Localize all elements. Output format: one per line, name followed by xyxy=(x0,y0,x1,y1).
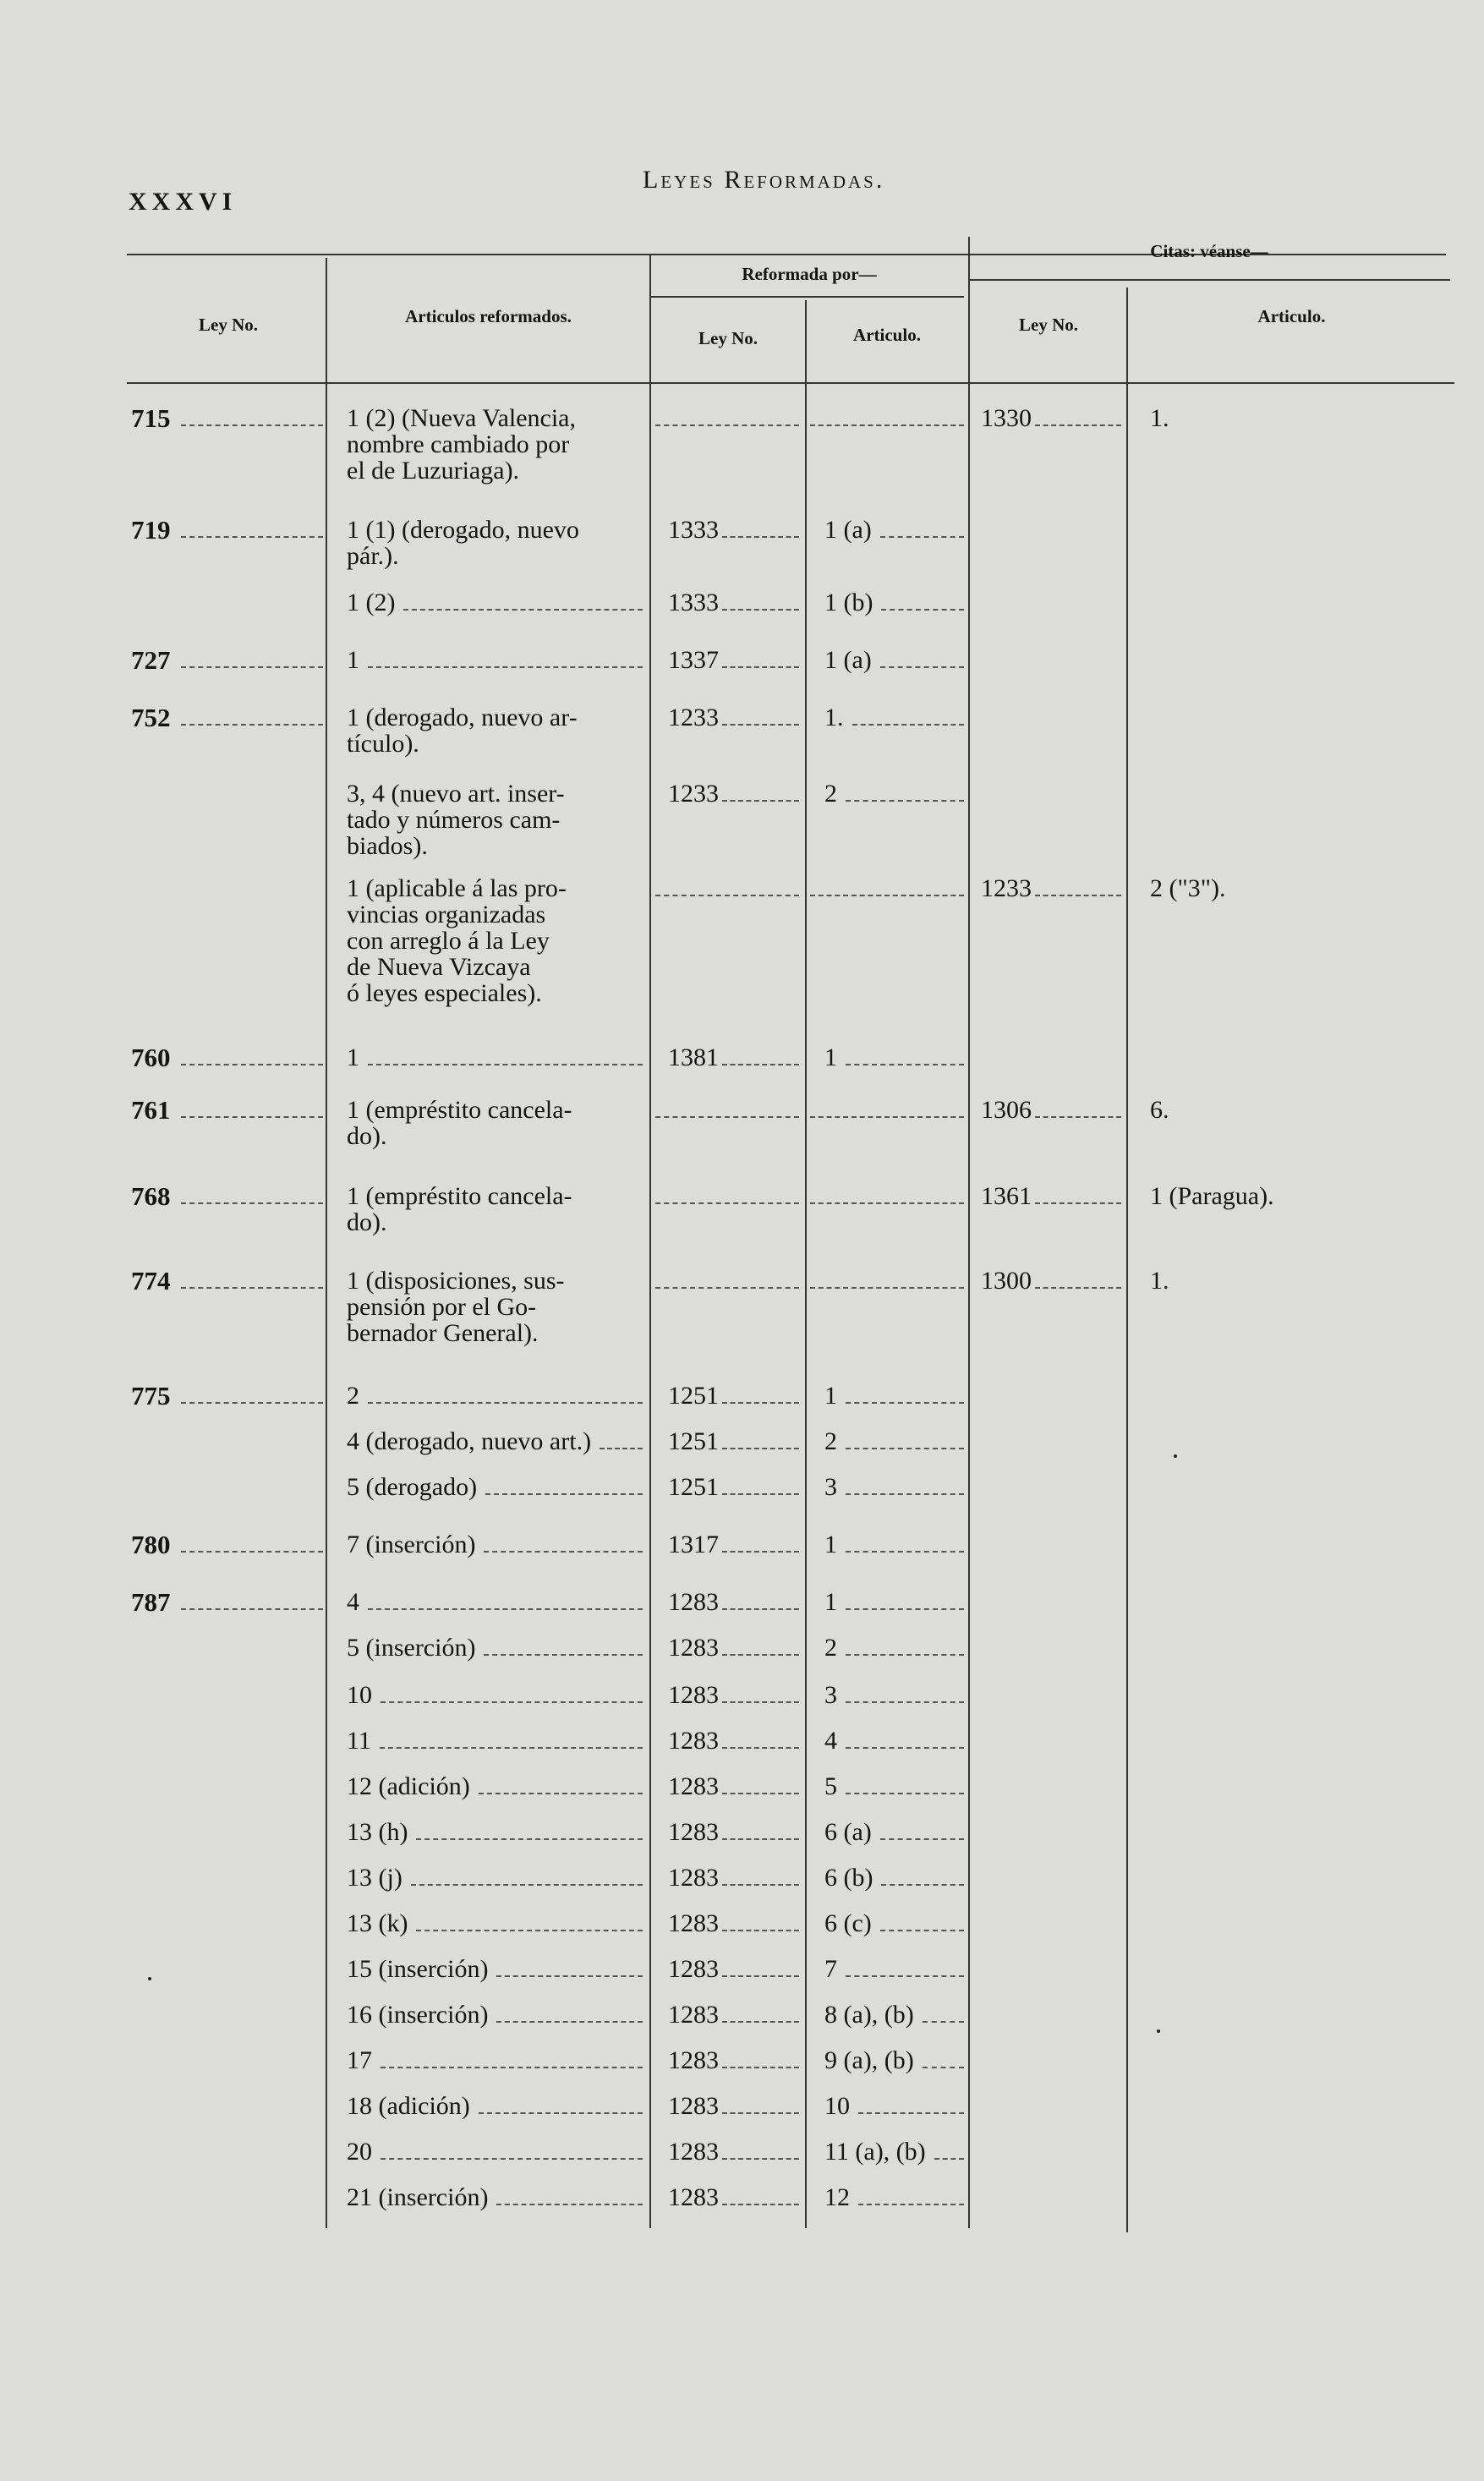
ref-articulo: 1 (b) xyxy=(824,589,873,616)
ley-number: 780 xyxy=(131,1530,171,1559)
leader-dashes xyxy=(181,1551,324,1553)
articulo-text: 1 (aplicable á las pro- xyxy=(347,874,567,902)
articulo-text: 1 (empréstito cancela- xyxy=(347,1182,572,1210)
articulo-text: 20 xyxy=(347,2138,372,2166)
articulo-text: ó leyes especiales). xyxy=(347,979,542,1007)
leader-dashes xyxy=(655,1116,799,1118)
ley-number: 787 xyxy=(131,1587,171,1617)
articulo-text: 1 xyxy=(347,646,359,674)
ley-number: 715 xyxy=(131,403,171,433)
leader-dashes xyxy=(722,1701,799,1703)
col-rule-2 xyxy=(649,254,651,2228)
leader-dashes xyxy=(881,1884,964,1886)
ref-ley-number: 1283 xyxy=(668,1772,719,1800)
speck xyxy=(148,1977,151,1980)
ref-articulo: 1. xyxy=(824,704,844,731)
cit-articulo: 6. xyxy=(1150,1096,1169,1124)
header-ref-articulo: Articulo. xyxy=(853,325,921,345)
leader-dashes xyxy=(846,1654,964,1656)
ref-ley-number: 1283 xyxy=(668,1818,719,1846)
leader-dashes xyxy=(655,1202,799,1204)
leader-dashes xyxy=(416,1838,643,1840)
header-articulos: Articulos reformados. xyxy=(405,306,572,326)
articulo-text: 1 (empréstito cancela- xyxy=(347,1096,572,1124)
leader-dashes xyxy=(1035,1202,1121,1204)
leader-dashes xyxy=(880,1930,964,1931)
cit-ley-number: 1330 xyxy=(981,404,1032,432)
leader-dashes xyxy=(881,609,964,611)
ref-ley-number: 1283 xyxy=(668,1588,719,1616)
cit-articulo: 1 (Paragua). xyxy=(1150,1182,1274,1210)
leader-dashes xyxy=(810,424,964,426)
leader-dashes xyxy=(381,1701,643,1703)
leader-dashes xyxy=(852,724,965,726)
leader-dashes xyxy=(368,1608,643,1610)
articulo-text: biados). xyxy=(347,832,428,860)
leader-dashes xyxy=(722,2112,799,2114)
leader-dashes xyxy=(722,1493,799,1495)
leader-dashes xyxy=(846,1064,964,1065)
articulo-text: 1 (derogado, nuevo ar- xyxy=(347,704,578,731)
col-rule-3 xyxy=(805,300,807,2228)
leader-dashes xyxy=(496,2204,643,2205)
ley-number: 752 xyxy=(131,703,171,732)
leader-dashes xyxy=(368,666,643,668)
leader-dashes xyxy=(722,1402,799,1404)
leader-dashes xyxy=(858,2204,964,2205)
ref-articulo: 1 xyxy=(824,1588,837,1616)
articulo-text: pensión por el Go- xyxy=(347,1293,537,1321)
leader-dashes xyxy=(722,1930,799,1931)
ref-articulo: 12 xyxy=(824,2183,850,2211)
leader-dashes xyxy=(846,1975,964,1977)
leader-dashes xyxy=(810,1202,964,1204)
ref-ley-number: 1283 xyxy=(668,1955,719,1983)
running-head: Leyes Reformadas. xyxy=(643,166,885,194)
leader-dashes xyxy=(181,1202,324,1204)
ref-articulo: 9 (a), (b) xyxy=(824,2046,914,2074)
leader-dashes xyxy=(1035,1287,1121,1289)
leader-dashes xyxy=(722,2067,799,2068)
leader-dashes xyxy=(722,1551,799,1553)
articulo-text: 17 xyxy=(347,2046,372,2074)
leader-dashes xyxy=(846,1747,964,1749)
leader-dashes xyxy=(722,1448,799,1449)
articulo-text: 3, 4 (nuevo art. inser- xyxy=(347,780,565,808)
ref-ley-number: 1251 xyxy=(668,1382,719,1410)
articulo-text: vincias organizadas xyxy=(347,901,546,928)
leader-dashes xyxy=(722,800,799,802)
citas-rule xyxy=(968,279,1450,281)
ley-number: 775 xyxy=(131,1381,171,1410)
header-ley-no: Ley No. xyxy=(199,315,258,335)
leader-dashes xyxy=(1035,424,1121,426)
leader-dashes xyxy=(484,1654,643,1656)
ref-articulo: 1 xyxy=(824,1043,837,1071)
header-cit-ley-no: Ley No. xyxy=(1019,315,1078,335)
articulo-text: 4 (derogado, nuevo art.) xyxy=(347,1427,592,1455)
leader-dashes xyxy=(722,536,799,538)
ref-articulo: 4 xyxy=(824,1727,837,1755)
leader-dashes xyxy=(181,1608,324,1610)
ref-ley-number: 1317 xyxy=(668,1531,719,1558)
leader-dashes xyxy=(411,1884,643,1886)
articulo-text: 1 (2) xyxy=(347,589,396,616)
leader-dashes xyxy=(722,2204,799,2205)
page-number: XXXVI xyxy=(129,188,238,216)
articulo-text: de Nueva Vizcaya xyxy=(347,953,531,981)
leader-dashes xyxy=(722,1793,799,1794)
ref-ley-number: 1283 xyxy=(668,2183,719,2211)
leader-dashes xyxy=(181,536,324,538)
articulo-text: 1 (1) (derogado, nuevo xyxy=(347,516,579,544)
leader-dashes xyxy=(479,1793,643,1794)
leader-dashes xyxy=(600,1448,643,1449)
ref-ley-number: 1251 xyxy=(668,1427,719,1455)
ley-number: 760 xyxy=(131,1043,171,1072)
cit-ley-number: 1361 xyxy=(981,1182,1032,1210)
cit-ley-number: 1300 xyxy=(981,1267,1032,1295)
ref-articulo: 6 (c) xyxy=(824,1909,872,1937)
ley-number: 727 xyxy=(131,645,171,675)
leader-dashes xyxy=(722,724,799,726)
ley-number: 719 xyxy=(131,515,171,545)
leader-dashes xyxy=(846,1448,964,1449)
leader-dashes xyxy=(846,1402,964,1404)
leader-dashes xyxy=(722,666,799,668)
articulo-text: do). xyxy=(347,1122,387,1150)
articulo-text: tado y números cam- xyxy=(347,806,561,834)
ley-number: 768 xyxy=(131,1181,171,1211)
articulo-text: el de Luzuriaga). xyxy=(347,457,520,485)
leader-dashes xyxy=(181,1402,324,1404)
reformada-rule xyxy=(651,296,964,298)
leader-dashes xyxy=(1035,1116,1121,1118)
articulo-text: 13 (k) xyxy=(347,1909,408,1937)
cit-articulo: 2 ("3"). xyxy=(1150,874,1226,902)
articulo-text: 2 xyxy=(347,1382,359,1410)
leader-dashes xyxy=(722,1884,799,1886)
articulo-text: 16 (inserción) xyxy=(347,2001,489,2029)
ref-ley-number: 1283 xyxy=(668,1909,719,1937)
ref-articulo: 2 xyxy=(824,780,837,808)
ref-ley-number: 1381 xyxy=(668,1043,719,1071)
ref-articulo: 6 (a) xyxy=(824,1818,872,1846)
leader-dashes xyxy=(479,2112,643,2114)
articulo-text: 12 (adición) xyxy=(347,1772,470,1800)
header-citas: Citas: véanse— xyxy=(1150,241,1268,261)
leader-dashes xyxy=(722,1838,799,1840)
col-rule-1 xyxy=(326,258,327,2228)
col-rule-5 xyxy=(1126,288,1128,2232)
leader-dashes xyxy=(722,1747,799,1749)
articulo-text: 1 xyxy=(347,1043,359,1071)
articulo-text: con arreglo á la Ley xyxy=(347,927,550,955)
articulo-text: 5 (derogado) xyxy=(347,1473,478,1501)
ref-ley-number: 1233 xyxy=(668,704,719,731)
ref-articulo: 1 (a) xyxy=(824,646,872,674)
leader-dashes xyxy=(380,1747,643,1749)
leader-dashes xyxy=(846,1608,964,1610)
leader-dashes xyxy=(1035,895,1121,896)
ref-ley-number: 1333 xyxy=(668,516,719,544)
speck xyxy=(1157,2029,1160,2033)
header-reformada-por: Reformada por— xyxy=(742,264,877,284)
articulo-text: bernador General). xyxy=(347,1319,539,1347)
ley-number: 774 xyxy=(131,1266,171,1295)
ref-ley-number: 1233 xyxy=(668,780,719,808)
ref-ley-number: 1283 xyxy=(668,1864,719,1892)
leader-dashes xyxy=(880,1838,964,1840)
ref-articulo: 6 (b) xyxy=(824,1864,873,1892)
col-rule-4 xyxy=(968,237,970,2228)
leader-dashes xyxy=(722,2021,799,2023)
leader-dashes xyxy=(880,666,964,668)
articulo-text: tículo). xyxy=(347,730,419,758)
articulo-text: 1 (disposiciones, sus- xyxy=(347,1267,565,1295)
ref-articulo: 2 xyxy=(824,1634,837,1662)
leader-dashes xyxy=(722,1975,799,1977)
ref-ley-number: 1283 xyxy=(668,2092,719,2120)
leader-dashes xyxy=(416,1930,643,1931)
leader-dashes xyxy=(810,895,964,896)
speck xyxy=(1174,1454,1177,1458)
ref-ley-number: 1283 xyxy=(668,2138,719,2166)
ref-ley-number: 1333 xyxy=(668,589,719,616)
leader-dashes xyxy=(722,609,799,611)
leader-dashes xyxy=(880,536,964,538)
leader-dashes xyxy=(846,1793,964,1794)
leader-dashes xyxy=(846,1701,964,1703)
ref-ley-number: 1283 xyxy=(668,2046,719,2074)
ref-articulo: 1 (a) xyxy=(824,516,872,544)
articulo-text: 4 xyxy=(347,1588,359,1616)
ref-ley-number: 1283 xyxy=(668,1634,719,1662)
ley-number: 761 xyxy=(131,1095,171,1125)
articulo-text: 15 (inserción) xyxy=(347,1955,489,1983)
ref-articulo: 2 xyxy=(824,1427,837,1455)
leader-dashes xyxy=(923,2067,964,2068)
ref-articulo: 1 xyxy=(824,1531,837,1558)
ref-ley-number: 1283 xyxy=(668,1681,719,1709)
ref-articulo: 11 (a), (b) xyxy=(824,2138,926,2166)
leader-dashes xyxy=(858,2112,964,2114)
header-cit-articulo: Articulo. xyxy=(1257,306,1326,326)
leader-dashes xyxy=(655,1287,799,1289)
leader-dashes xyxy=(846,1493,964,1495)
cit-ley-number: 1233 xyxy=(981,874,1032,902)
articulo-text: 18 (adición) xyxy=(347,2092,470,2120)
articulo-text: 21 (inserción) xyxy=(347,2183,489,2211)
leader-dashes xyxy=(722,1064,799,1065)
leader-dashes xyxy=(923,2021,964,2023)
leader-dashes xyxy=(846,800,964,802)
articulo-text: 5 (inserción) xyxy=(347,1634,476,1662)
leader-dashes xyxy=(934,2158,964,2160)
articulo-text: 11 xyxy=(347,1727,371,1755)
articulo-text: 7 (inserción) xyxy=(347,1531,476,1558)
ref-articulo: 10 xyxy=(824,2092,850,2120)
leader-dashes xyxy=(403,609,643,611)
articulo-text: 13 (h) xyxy=(347,1818,408,1846)
leader-dashes xyxy=(655,424,799,426)
cit-ley-number: 1306 xyxy=(981,1096,1032,1124)
leader-dashes xyxy=(181,1287,324,1289)
leader-dashes xyxy=(496,1975,643,1977)
articulo-text: 13 (j) xyxy=(347,1864,402,1892)
leader-dashes xyxy=(810,1287,964,1289)
leader-dashes xyxy=(655,895,799,896)
leader-dashes xyxy=(181,666,324,668)
ref-ley-number: 1283 xyxy=(668,1727,719,1755)
ref-articulo: 5 xyxy=(824,1772,837,1800)
articulo-text: 10 xyxy=(347,1681,372,1709)
articulo-text: 1 (2) (Nueva Valencia, xyxy=(347,404,576,432)
cit-articulo: 1. xyxy=(1150,1267,1169,1295)
leader-dashes xyxy=(810,1116,964,1118)
articulo-text: do). xyxy=(347,1208,387,1236)
leader-dashes xyxy=(368,1064,643,1065)
leader-dashes xyxy=(485,1493,643,1495)
ref-articulo: 7 xyxy=(824,1955,837,1983)
leader-dashes xyxy=(368,1402,643,1404)
articulo-text: nombre cambiado por xyxy=(347,430,570,458)
cit-articulo: 1. xyxy=(1150,404,1169,432)
leader-dashes xyxy=(722,1608,799,1610)
leader-dashes xyxy=(181,724,324,726)
leader-dashes xyxy=(381,2158,643,2160)
ref-ley-number: 1283 xyxy=(668,2001,719,2029)
ref-ley-number: 1337 xyxy=(668,646,719,674)
articulo-text: pár.). xyxy=(347,542,399,570)
leader-dashes xyxy=(846,1551,964,1553)
leader-dashes xyxy=(181,424,324,426)
leader-dashes xyxy=(381,2067,643,2068)
leader-dashes xyxy=(181,1116,324,1118)
leader-dashes xyxy=(722,2158,799,2160)
ref-articulo: 8 (a), (b) xyxy=(824,2001,914,2029)
leader-dashes xyxy=(496,2021,643,2023)
ref-ley-number: 1251 xyxy=(668,1473,719,1501)
ref-articulo: 1 xyxy=(824,1382,837,1410)
header-ref-ley-no: Ley No. xyxy=(698,328,758,348)
leader-dashes xyxy=(484,1551,643,1553)
ref-articulo: 3 xyxy=(824,1681,837,1709)
leader-dashes xyxy=(722,1654,799,1656)
ref-articulo: 3 xyxy=(824,1473,837,1501)
leader-dashes xyxy=(181,1064,324,1065)
